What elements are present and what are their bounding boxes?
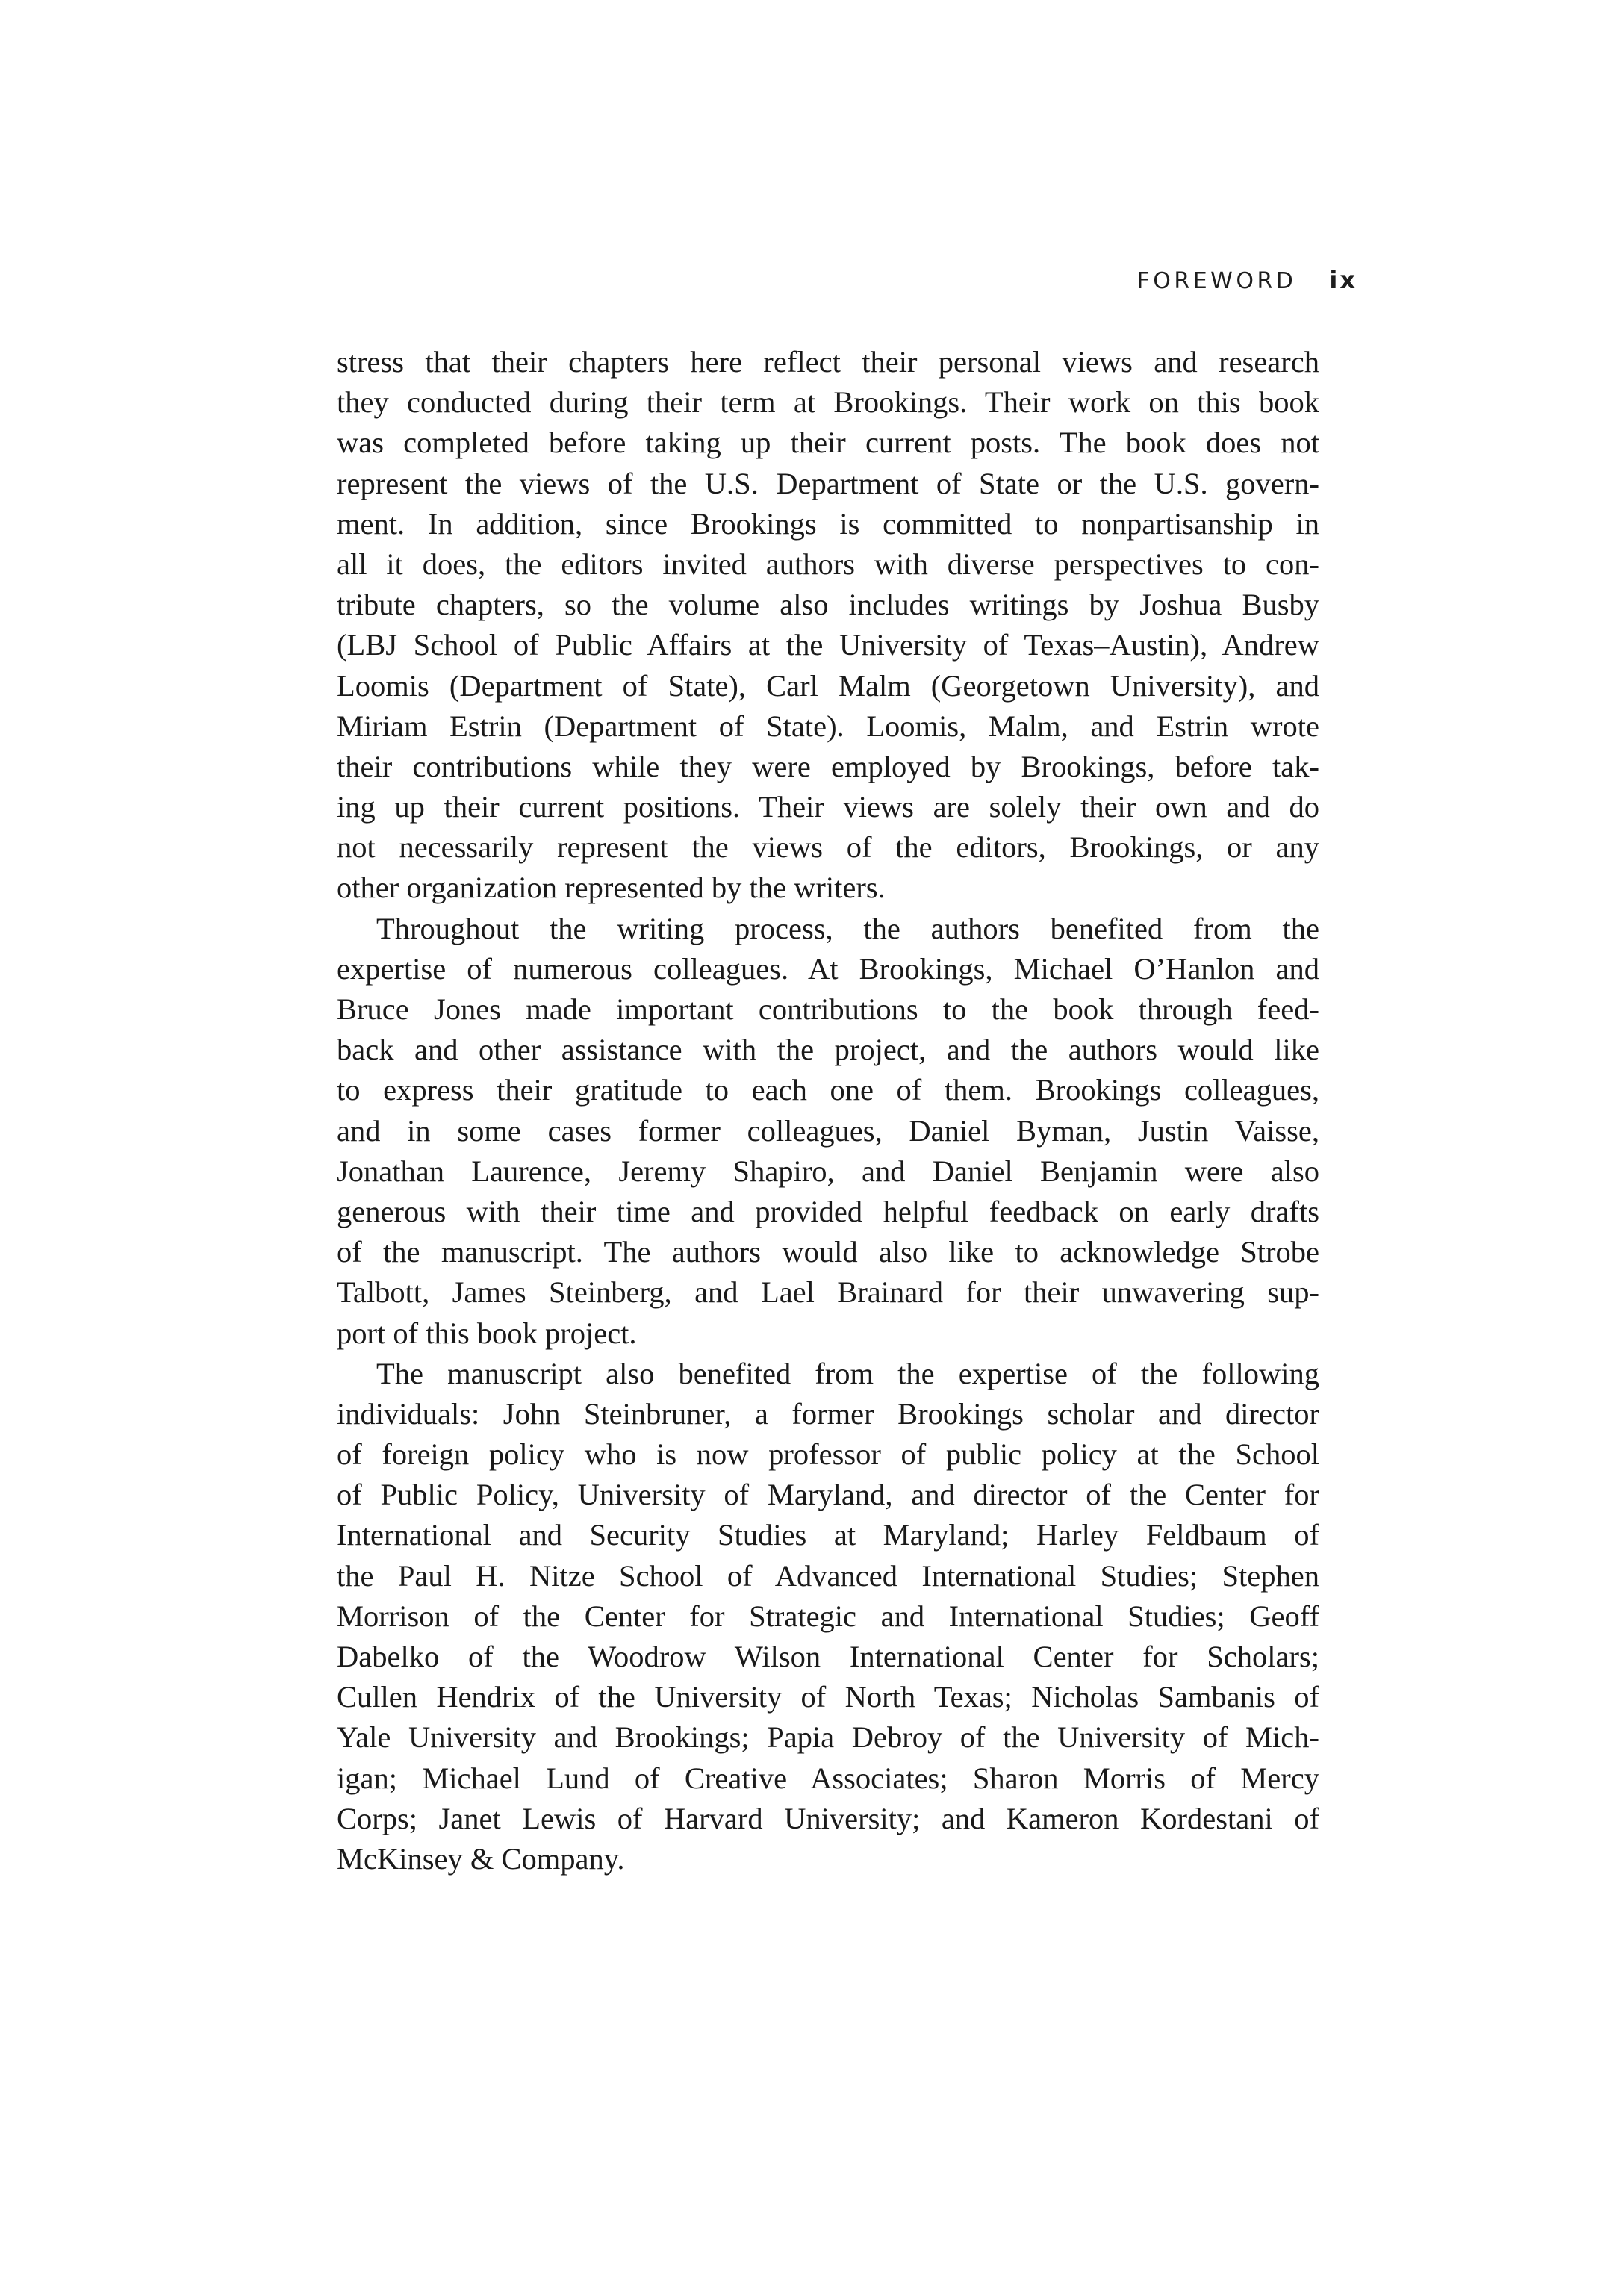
text-line: their contributions while they were employed by Brookings, before tak-	[337, 749, 1319, 783]
text-line: Bruce Jones made important contributions to the book through feed-	[337, 992, 1319, 1026]
text-line: expertise of numerous colleagues. At Brookings, Michael O’Hanlon and	[337, 951, 1319, 986]
text-line: Yale University and Brookings; Papia Debroy of the University of Mich-	[337, 1720, 1319, 1755]
text-line: (LBJ School of Public Affairs at the University of Texas–Austin), Andrew	[337, 628, 1319, 662]
text-line: Miriam Estrin (Department of State). Loomis, Malm, and Estrin wrote	[337, 709, 1319, 743]
text-line: igan; Michael Lund of Creative Associates; Sharon Morris of Mercy	[337, 1761, 1319, 1795]
text-line: was completed before taking up their current posts. The book does not	[337, 426, 1319, 460]
text-line: ment. In addition, since Brookings is committed to nonpartisanship in	[337, 506, 1319, 541]
text-line: of the manuscript. The authors would also like to acknowledge Strobe	[337, 1235, 1319, 1269]
text-line: Jonathan Laurence, Jeremy Shapiro, and Daniel Benjamin were also	[337, 1154, 1319, 1188]
text-line: International and Security Studies at Maryland; Harley Feldbaum of	[337, 1518, 1319, 1552]
text-line: The manuscript also benefited from the expertise of the following	[376, 1356, 1319, 1390]
text-line: not necessarily represent the views of the editors, Brookings, or any	[337, 830, 1319, 865]
text-line: Corps; Janet Lewis of Harvard University; and Kameron Kordestani of	[337, 1801, 1319, 1835]
text-line: to express their gratitude to each one of them. Brookings colleagues,	[337, 1073, 1319, 1107]
text-line: tribute chapters, so the volume also includes writings by Joshua Busby	[337, 588, 1319, 622]
text-line: of foreign policy who is now professor of public policy at the School	[337, 1437, 1319, 1472]
text-line: back and other assistance with the project, and the authors would like	[337, 1033, 1319, 1067]
text-line: generous with their time and provided helpful feedback on early drafts	[337, 1194, 1319, 1228]
text-line: Dabelko of the Woodrow Wilson International Center for Scholars;	[337, 1640, 1319, 1673]
text-line: Throughout the writing process, the authors benefited from the	[376, 911, 1319, 945]
text-line: individuals: John Steinbruner, a former Brookings scholar and director	[337, 1396, 1319, 1431]
text-line: of Public Policy, University of Maryland, and director of the Center for	[337, 1478, 1319, 1512]
text-line: port of this book project.	[337, 1316, 637, 1350]
text-line: all it does, the editors invited authors with diverse perspectives to con-	[337, 547, 1319, 581]
body-text	[337, 342, 1319, 1879]
text-line: McKinsey & Company.	[337, 1841, 625, 1876]
text-line: represent the views of the U.S. Department of State or the U.S. govern-	[337, 466, 1319, 500]
text-line: other organization represented by the writers.	[337, 871, 886, 905]
text-line: Cullen Hendrix of the University of North Texas; Nicholas Sambanis of	[337, 1680, 1319, 1714]
text-line: Loomis (Department of State), Carl Malm (Georgetown University), and	[337, 668, 1319, 703]
paragraph	[337, 342, 1319, 909]
page-number: ix	[1329, 266, 1357, 294]
running-head-section: FOREWORD	[1136, 268, 1297, 294]
text-line: they conducted during their term at Brookings. Their work on this book	[337, 385, 1319, 420]
paragraph	[337, 909, 1319, 1354]
text-line: the Paul H. Nitze School of Advanced International Studies; Stephen	[337, 1558, 1319, 1593]
running-head	[1045, 266, 1357, 303]
text-line: Morrison of the Center for Strategic and International Studies; Geoff	[337, 1599, 1319, 1633]
text-line: ing up their current positions. Their views are solely their own and do	[337, 790, 1319, 824]
text-line: and in some cases former colleagues, Daniel Byman, Justin Vaisse,	[337, 1113, 1319, 1148]
text-line: stress that their chapters here reflect their personal views and research	[337, 345, 1319, 379]
text-line: Talbott, James Steinberg, and Lael Brainard for their unwavering sup-	[337, 1275, 1319, 1310]
paragraph	[337, 1354, 1319, 1879]
